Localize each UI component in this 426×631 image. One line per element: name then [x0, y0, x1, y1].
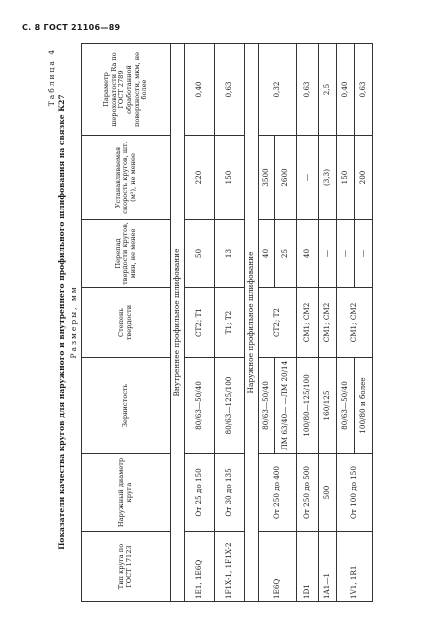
cell-speed: 2600: [275, 136, 297, 220]
cell-roughness: 0,40: [337, 44, 355, 136]
table-units: Размеры, мм: [69, 285, 78, 359]
section-row-inner: [171, 44, 185, 602]
cell-drop: —: [319, 220, 337, 288]
cell-drop: —: [355, 220, 373, 288]
col-roughness: Параметр шероховатости Ra по ГОСТ 2789 обработанной поверхности, мкм, не более: [82, 44, 171, 136]
cell-grit: 100/80—125/100: [297, 358, 319, 454]
cell-hardness: СТ2; Т1: [185, 288, 215, 358]
table-row: [215, 44, 245, 602]
col-grit: Зернистость: [82, 358, 171, 454]
cell-grit: 160/125: [319, 358, 337, 454]
cell-speed: —: [297, 136, 319, 220]
cell-roughness: 0,63: [297, 44, 319, 136]
table-row: [337, 44, 355, 602]
col-speed: Устанавливаемая скорость кругов, шт. (м³), не менее: [82, 136, 171, 220]
cell-drop: 25: [275, 220, 297, 288]
col-hardness: Степень твердости: [82, 288, 171, 358]
section-inner: Внутреннее профильное шлифование: [171, 44, 185, 602]
cell-grit: 80/63—50/40: [185, 358, 215, 454]
cell-speed: (3,3): [319, 136, 337, 220]
cell-grit: ЛМ 63/40— —ЛМ 20/14: [275, 358, 297, 454]
cell-type: 1D1: [297, 532, 319, 602]
cell-diameter: От 25 до 150: [185, 454, 215, 532]
table-label: Таблица 4: [47, 48, 56, 107]
page-header: С. 8 ГОСТ 21106—89: [22, 23, 121, 32]
cell-grit: 80/63—50/40: [259, 358, 275, 454]
cell-type: 1E6Q: [259, 532, 297, 602]
cell-speed: 200: [355, 136, 373, 220]
cell-hardness: Т1; Т2: [215, 288, 245, 358]
cell-grit: 80/63—50/40: [337, 358, 355, 454]
cell-drop: 40: [297, 220, 319, 288]
table-row: [297, 44, 319, 602]
cell-drop: —: [337, 220, 355, 288]
cell-type: 1V1, 1R1: [337, 532, 373, 602]
cell-diameter: От 30 до 135: [215, 454, 245, 532]
cell-roughness: 0,40: [185, 44, 215, 136]
cell-type: 1E1, 1E6Q: [185, 532, 215, 602]
cell-roughness: 2,5: [319, 44, 337, 136]
cell-speed: 3500: [259, 136, 275, 220]
cell-hardness: СМ1; СМ2: [297, 288, 319, 358]
section-row-outer: [245, 44, 259, 602]
table-header-row: [82, 44, 171, 602]
table-row: [319, 44, 337, 602]
col-type: Тип круга по ГОСТ 17123: [82, 532, 171, 602]
cell-diameter: 500: [319, 454, 337, 532]
cell-roughness: 0,63: [355, 44, 373, 136]
cell-drop: 40: [259, 220, 275, 288]
section-outer: Наружное профильное шлифование: [245, 44, 259, 602]
col-hardness-drop: Перепад твердости кругов, мин, не менее: [82, 220, 171, 288]
table-caption: Показатели качества кругов для наружного и внутреннего профильного шлифования на связке К27: [57, 94, 66, 550]
cell-speed: 220: [185, 136, 215, 220]
table-row: [185, 44, 215, 602]
cell-drop: 13: [215, 220, 245, 288]
cell-speed: 150: [337, 136, 355, 220]
cell-roughness: 0,32: [259, 44, 297, 136]
cell-grit: 100/80 и более: [355, 358, 373, 454]
table-row: [259, 44, 275, 602]
cell-hardness: СМ1; СМ2: [319, 288, 337, 358]
cell-speed: 150: [215, 136, 245, 220]
cell-grit: 80/63—125/100: [215, 358, 245, 454]
cell-hardness: СМ1; СМ2: [337, 288, 373, 358]
cell-diameter: От 250 до 500: [297, 454, 319, 532]
rotated-table-page: [45, 42, 390, 602]
cell-roughness: 0,63: [215, 44, 245, 136]
cell-hardness: СТ2; Т2: [259, 288, 297, 358]
cell-drop: 50: [185, 220, 215, 288]
col-diameter: Наружный диаметр круга: [82, 454, 171, 532]
cell-diameter: От 250 до 400: [259, 454, 297, 532]
cell-type: 1A1—1: [319, 532, 337, 602]
cell-type: 1F1X-1, 1F1X-2: [215, 532, 245, 602]
cell-diameter: От 100 до 150: [337, 454, 373, 532]
quality-table: [81, 43, 373, 602]
